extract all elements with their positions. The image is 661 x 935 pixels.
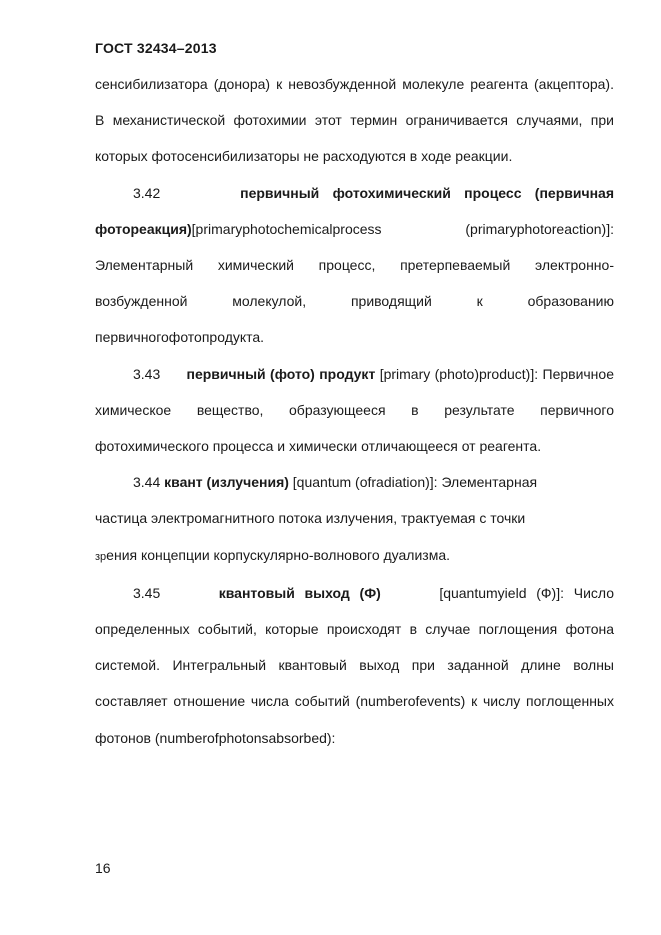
entry-line [95,537,614,575]
document-body [95,66,614,756]
entry-english: [quantum (ofradiation)]: [292,474,438,491]
entry-definition: Первичное химическое вещество, образующееся в результате первичного фотохимического процесса и химически отличающееся от реагента. [95,365,614,455]
entry-number: 3.43 [133,365,161,382]
entry-definition-end: ения концепции корпускулярно-волнового дуализма. [106,546,451,563]
entry-term: квант (излучения) [164,474,289,491]
entry-3-42 [95,175,614,356]
entry-english: [primary (photo)product)]: [379,365,539,382]
entry-line: частица электромагнитного потока излучения, трактуемая с точки [95,510,526,527]
entry-number: 3.42 [133,184,161,201]
entry-3-43 [95,356,614,465]
document-header: ГОСТ 32434–2013 [95,40,217,56]
entry-term: квантовый выход (Ф) [218,584,381,601]
entry-3-44 [95,464,614,575]
entry-english: [primaryphotochemicalprocess (primaryphotoreaction)]: [191,220,614,237]
small-fragment: зр [95,550,107,563]
continuation-paragraph: сенсибилизатора (донора) к невозбужденной молекуле реагента (акцептора). В механистической фотохимии этот термин ограничивается случаями, при которых фотосенсибилизаторы не расходуются в ходе реакции. [95,76,614,165]
entry-term: первичный (фото) продукт [186,365,376,382]
entry-english: [quantumyield (Ф)]: [439,584,564,601]
entry-line [95,464,614,500]
entry-definition-start: Элементарная [441,474,538,491]
entry-number: 3.45 [133,584,161,601]
page-number: 16 [95,860,111,876]
entry-number: 3.44 [133,474,161,491]
entry-term: первичный фотохимический процесс (первичная фотореакция) [95,184,614,237]
entry-3-45 [95,575,614,756]
entry-definition: Число определенных событий, которые происходят в случае поглощения фотона системой. Интегральный квантовый выход при заданной длине волны составляет отношение числа событий (numberofevents) к числу поглощенных фотонов (numberofphotonsabsorbed): [95,584,614,746]
entry-definition: Элементарный химический процесс, претерпеваемый электронно-возбужденной молекулой, приводящий к образованию первичногофотопродукта. [95,257,614,346]
